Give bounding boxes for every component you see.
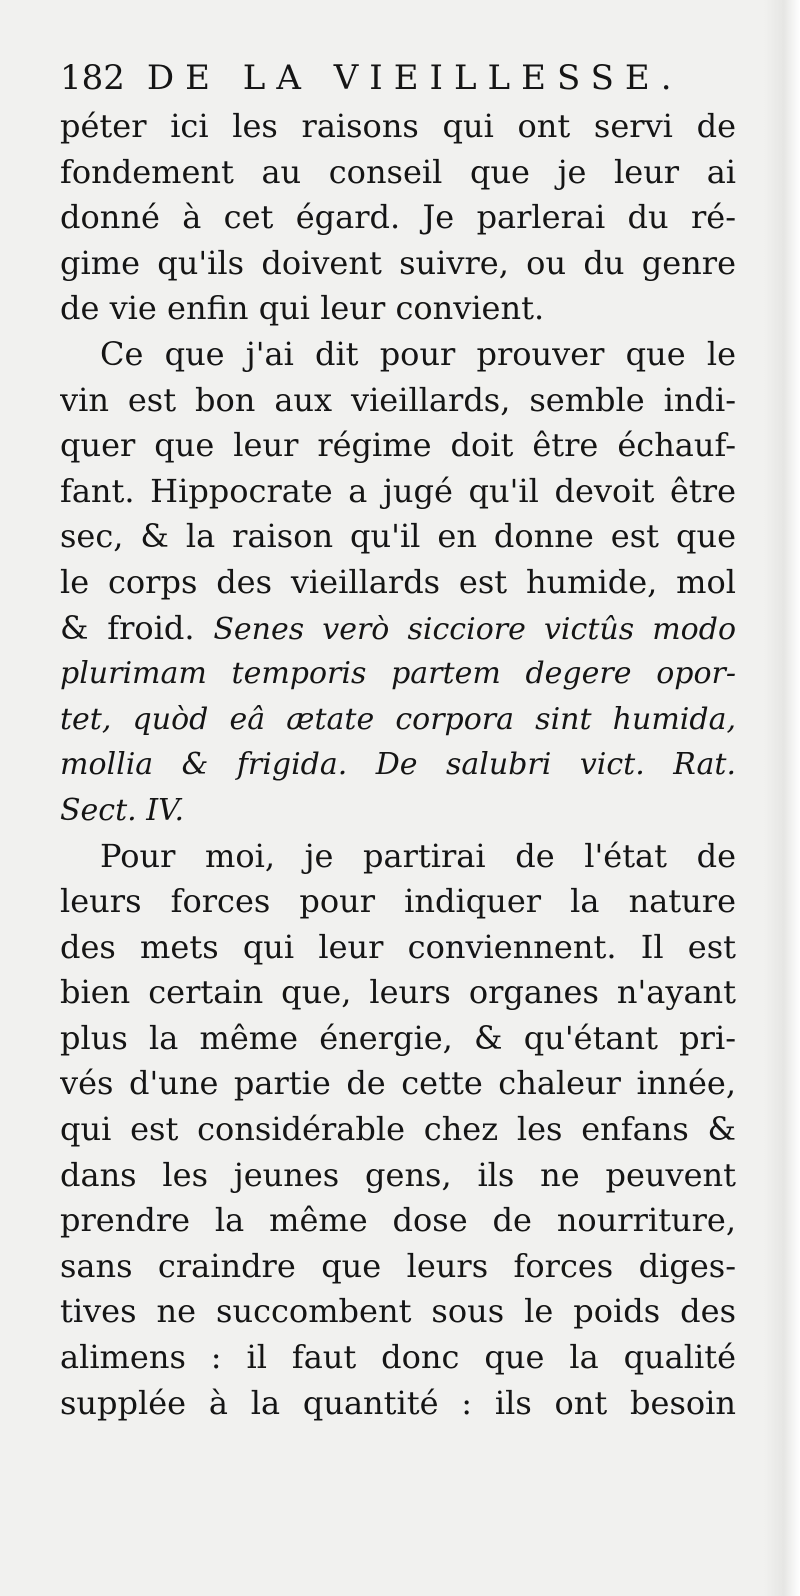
page-edge-shadow (764, 0, 800, 1596)
page-number: 182 (60, 58, 125, 98)
latin-quote-line: tet, quòd eâ ætate corpora sint humida, (60, 701, 736, 737)
text-line: vés d'une partie de cette chaleur innée, (60, 1064, 736, 1103)
latin-quote-line: plurimam temporis partem degere opor- (60, 656, 736, 692)
text-line: fant. Hippocrate a jugé qu'il devoit être (60, 471, 736, 510)
text-line: prendre la même dose de nourriture, (60, 1201, 736, 1240)
text-roman: & froid. (60, 608, 195, 647)
text-line: sec, & la raison qu'il en donne est que (60, 517, 736, 556)
text-line-mixed (60, 606, 736, 652)
latin-quote: Senes verò sicciore victûs modo (213, 611, 736, 647)
text-line: tives ne succombent sous le poids des (60, 1292, 736, 1331)
text-line: le corps des vieillards est humide, mol (60, 562, 736, 601)
text-line: Ce que j'ai dit pour prouver que le (100, 334, 736, 373)
latin-quote-line: Sect. IV. (60, 792, 185, 828)
text-line: dans les jeunes gens, ils ne peuvent (60, 1155, 736, 1194)
page-text (60, 58, 736, 1426)
running-head (60, 58, 736, 104)
text-line: fondement au conseil que je leur ai (60, 152, 736, 191)
text-line: bien certain que, leurs organes n'ayant (60, 973, 736, 1012)
text-line: des mets qui leur conviennent. Il est (60, 927, 736, 966)
text-line: quer que leur régime doit être échauf- (60, 426, 736, 465)
text-line: gime qu'ils doivent suivre, ou du genre (60, 243, 736, 282)
text-line: sans craindre que leurs forces diges- (60, 1246, 736, 1285)
latin-quote-line: mollia & frigida. De salubri vict. Rat. (60, 747, 736, 783)
text-line: de vie enfin qui leur convient. (60, 289, 545, 328)
text-line: péter ici les raisons qui ont servi de (60, 107, 736, 145)
text-line: vin est bon aux vieillards, semble indi- (60, 380, 736, 419)
text-line: supplée à la quantité : ils ont besoin (60, 1383, 736, 1422)
text-line: donné à cet égard. Je parlerai du ré- (60, 198, 736, 237)
text-line: qui est considérable chez les enfans & (60, 1110, 736, 1149)
text-line: leurs forces pour indiquer la nature (60, 882, 736, 921)
text-line: plus la même énergie, & qu'étant pri- (60, 1018, 736, 1057)
text-line: Pour moi, je partirai de l'état de (100, 836, 736, 875)
running-title: DE LA VIEILLESSE. (146, 58, 683, 98)
text-line: alimens : il faut donc que la qualité (60, 1338, 736, 1377)
